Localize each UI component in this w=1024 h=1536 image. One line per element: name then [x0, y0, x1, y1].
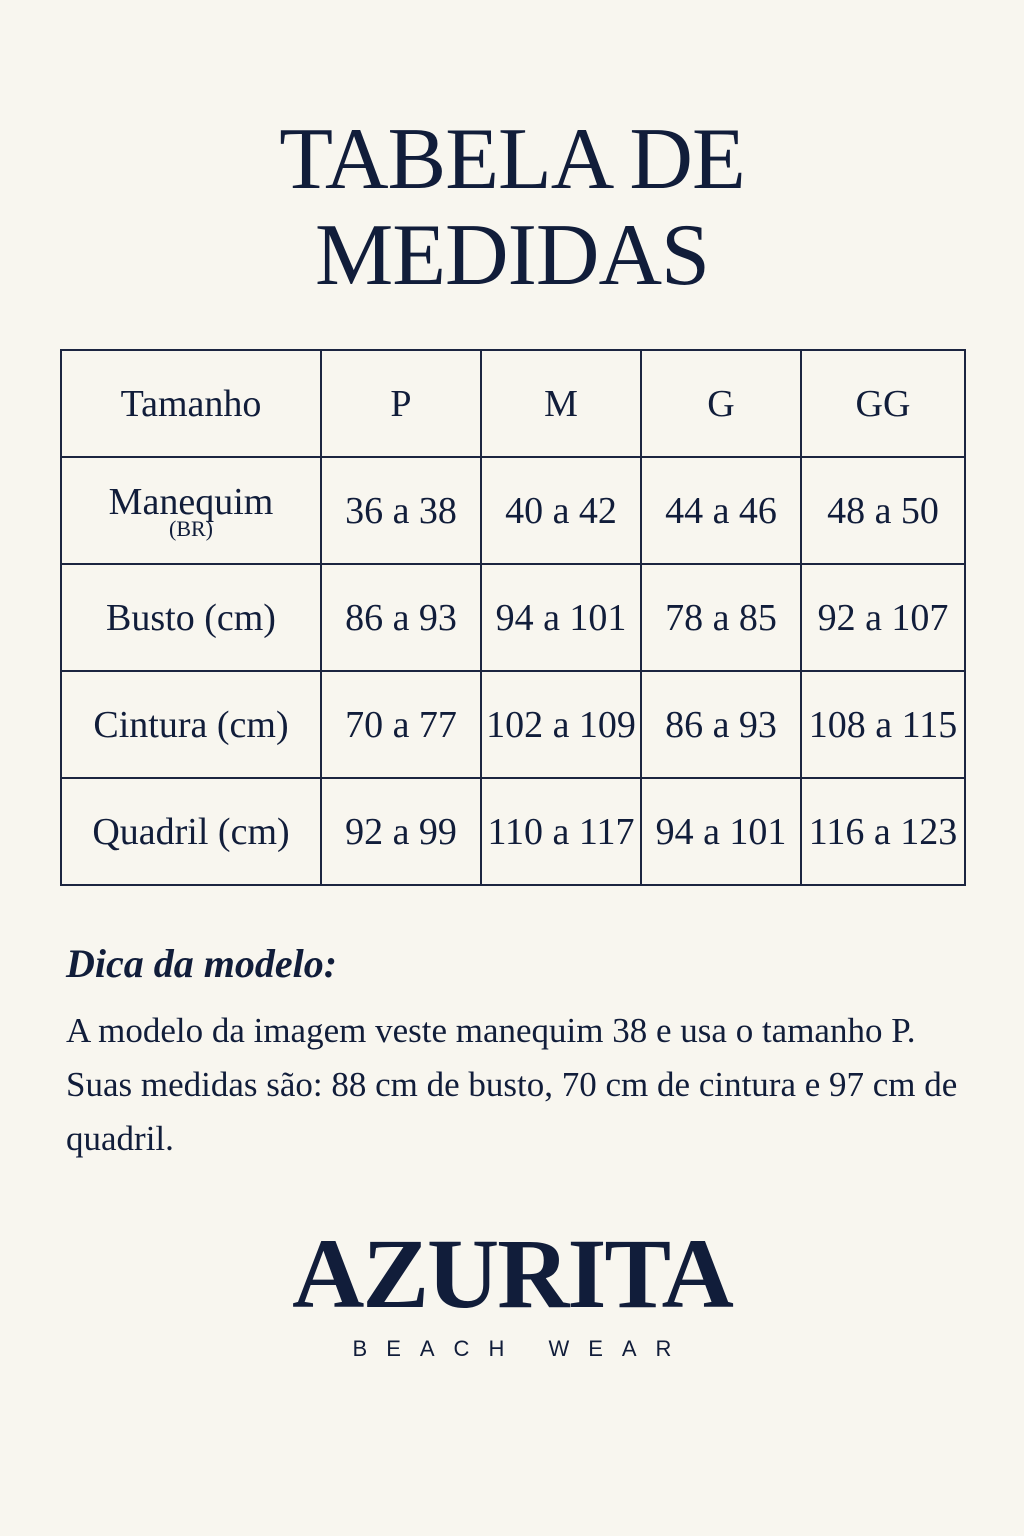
table-cell: 86 a 93 [641, 671, 801, 778]
tip-heading: Dica da modelo: [66, 941, 338, 986]
row-label-text: Manequim [108, 480, 274, 523]
title-line-2: MEDIDAS [315, 207, 709, 304]
brand-name: AZURITA [292, 1218, 732, 1329]
table-cell: 92 a 99 [321, 778, 481, 885]
table-cell: 70 a 77 [321, 671, 481, 778]
table-header-row [61, 350, 965, 457]
table-cell: 108 a 115 [801, 671, 965, 778]
row-label-quadril: Quadril (cm) [61, 778, 321, 885]
table-row-quadril [61, 778, 965, 885]
size-table [60, 349, 966, 886]
table-cell: 36 a 38 [321, 457, 481, 564]
row-label-busto: Busto (cm) [61, 564, 321, 671]
row-label-manequim [61, 457, 321, 564]
table-cell: 102 a 109 [481, 671, 641, 778]
table-cell: 86 a 93 [321, 564, 481, 671]
brand-logo [0, 1218, 1024, 1362]
row-sublabel-text: (BR) [169, 515, 213, 541]
table-row-manequim [61, 457, 965, 564]
table-row-busto [61, 564, 965, 671]
table-cell: 78 a 85 [641, 564, 801, 671]
table-cell: 40 a 42 [481, 457, 641, 564]
table-row-cintura [61, 671, 965, 778]
table-cell: 110 a 117 [481, 778, 641, 885]
table-cell: 44 a 46 [641, 457, 801, 564]
header-label-cell: Tamanho [61, 350, 321, 457]
header-size-gg: GG [801, 350, 965, 457]
table-cell: 48 a 50 [801, 457, 965, 564]
page-title [0, 112, 1024, 304]
row-label-cintura: Cintura (cm) [61, 671, 321, 778]
table-cell: 116 a 123 [801, 778, 965, 885]
title-line-1: TABELA DE [279, 111, 745, 208]
table-cell: 92 a 107 [801, 564, 965, 671]
table-cell: 94 a 101 [481, 564, 641, 671]
brand-tagline: BEACH WEAR [352, 1336, 691, 1361]
header-size-m: M [481, 350, 641, 457]
header-size-p: P [321, 350, 481, 457]
tip-text: A modelo da imagem veste manequim 38 e usa o tamanho P. Suas medidas são: 88 cm de busto, 70 cm de cintura e 97 cm de quadril. [66, 1011, 958, 1158]
table-cell: 94 a 101 [641, 778, 801, 885]
header-size-g: G [641, 350, 801, 457]
